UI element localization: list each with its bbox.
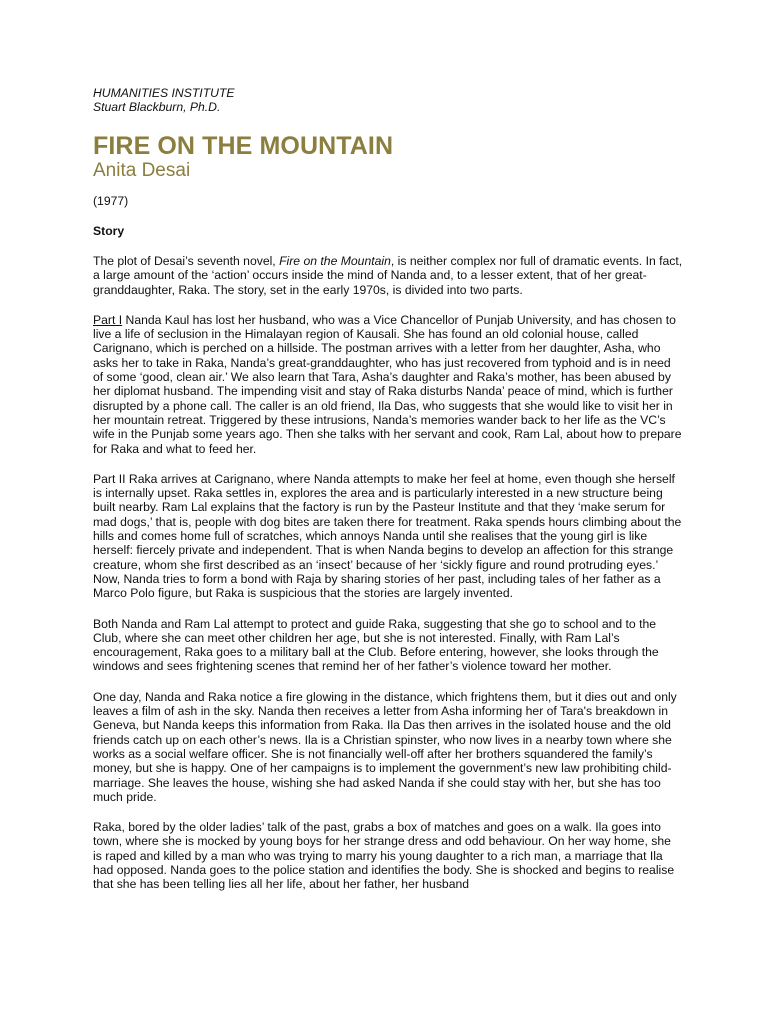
body-paragraph-fire: One day, Nanda and Raka notice a fire glowing in the distance, which frightens them, but it dies out and only leaves a film of ash in the sky. Nanda then receives a letter from Asha informing her of Tara's breakdown in Geneva, but Nanda keeps this information from Raka. Ila Das then arrives in the isolated house and the old friends catch up on each other’s news. Ila is a Christian spinster, who now lives in a nearby town where she works as a social welfare officer. She is not financially well-off after her brothers squandered the family’s money, but she is happy. One of her campaigns is to implement the government’s new law prohibiting child-marriage. She leaves the house, wishing she had asked Nanda if she could stay with her, but she has too much pride.: [93, 689, 677, 804]
part-two-paragraph: Part II Raka arrives at Carignano, where Nanda attempts to make her feel at home, even though she herself is internally upset. Raka settles in, explores the area and is particularly interested in a new structure being built nearby. Ram Lal explains that the factory is run by the Pasteur Institute and that they ‘make serum for mad dogs,’ that is, people with dog bites are taken there for treatment. Raka spends hours climbing about the hills and comes home full of scratches, which annoys Nanda until she realises that the young girl is like herself: fiercely private and independent. That is when Nanda begins to develop an affection for this strange creature, whom she first described as an ‘insect’ because of her ‘sickly figure and round protruding eyes.’ Now, Nanda tries to form a bond with Raja by sharing stories of her past, including tales of her father as a Marco Polo figure, but Raka is suspicious that the stories are largely invented.: [93, 471, 682, 601]
intro-text-before: The plot of Desai’s seventh novel,: [93, 254, 280, 268]
section-heading-story: Story: [93, 224, 125, 238]
body-paragraph-club: Both Nanda and Ram Lal attempt to protect and guide Raka, suggesting that she go to school and to the Club, where she can meet other children her age, but she is not interested. Finally, with Ram Lal’s encouragement, Raka goes to a military ball at the Club. Before entering, however, she looks through the windows and sees frightening scenes that remind her of her father’s violence toward her mother.: [93, 616, 659, 674]
header-author: Stuart Blackburn, Ph.D.: [93, 100, 221, 114]
intro-paragraph: [93, 254, 683, 297]
intro-text-after: , is neither complex nor full of dramatic events. In fact, a large amount of the ‘action’ occurs inside the mind of Nanda and, to a lesser extent, that of her great-granddaughter, Raka. The story, set in the early 1970s, is divided into two parts.: [93, 254, 683, 297]
body-paragraph-walk: Raka, bored by the older ladies’ talk of the past, grabs a box of matches and goes on a walk. Ila goes into town, where she is mocked by young boys for her strange dress and odd behaviour. On her way home, she is raped and killed by a man who was trying to marry his young daughter to a rich man, a marriage that Ila had opposed. Nanda goes to the police station and identifies the body. She is shocked and begins to realise that she has been telling lies all her life, about her father, her husband: [93, 820, 675, 892]
book-author: Anita Desai: [93, 160, 191, 181]
institute-name: HUMANITIES INSTITUTE: [93, 86, 235, 100]
part-one-label: Part I: [93, 312, 123, 327]
book-title-italic: Fire on the Mountain: [279, 254, 391, 268]
document-title: FIRE ON THE MOUNTAIN: [93, 132, 394, 160]
part-one-text: Nanda Kaul has lost her husband, who was a Vice Chancellor of Punjab University, and has chosen to live a life of seclusion in the Himalayan region of Kausali. She has found an old colonial house, called Carignano, which is perched on a hillside. The postman arrives with a letter from her daughter, Asha, who asks her to take in Raka, Nanda’s great-granddaughter, who has just recovered from typhoid and is in need of some ‘good, clean air.’ We also learn that Tara, Asha’s daughter and Raka’s mother, has been abused by her diplomat husband. The impending visit and stay of Raka disturbs Nanda’ peace of mind, which is further disrupted by a phone call. The caller is an old friend, Ila Das, who suggests that she would like to visit her in her mountain retreat. Triggered by these intrusions, Nanda’s memories wander back to her life as the VC’s wife in the Punjab some years ago. Then she talks with her servant and cook, Ram Lal, about how to prepare for Raka and what to feed her.: [93, 312, 682, 456]
part-one-paragraph: [93, 313, 683, 456]
document-page: [93, 86, 683, 892]
publication-year: (1977): [93, 194, 129, 208]
